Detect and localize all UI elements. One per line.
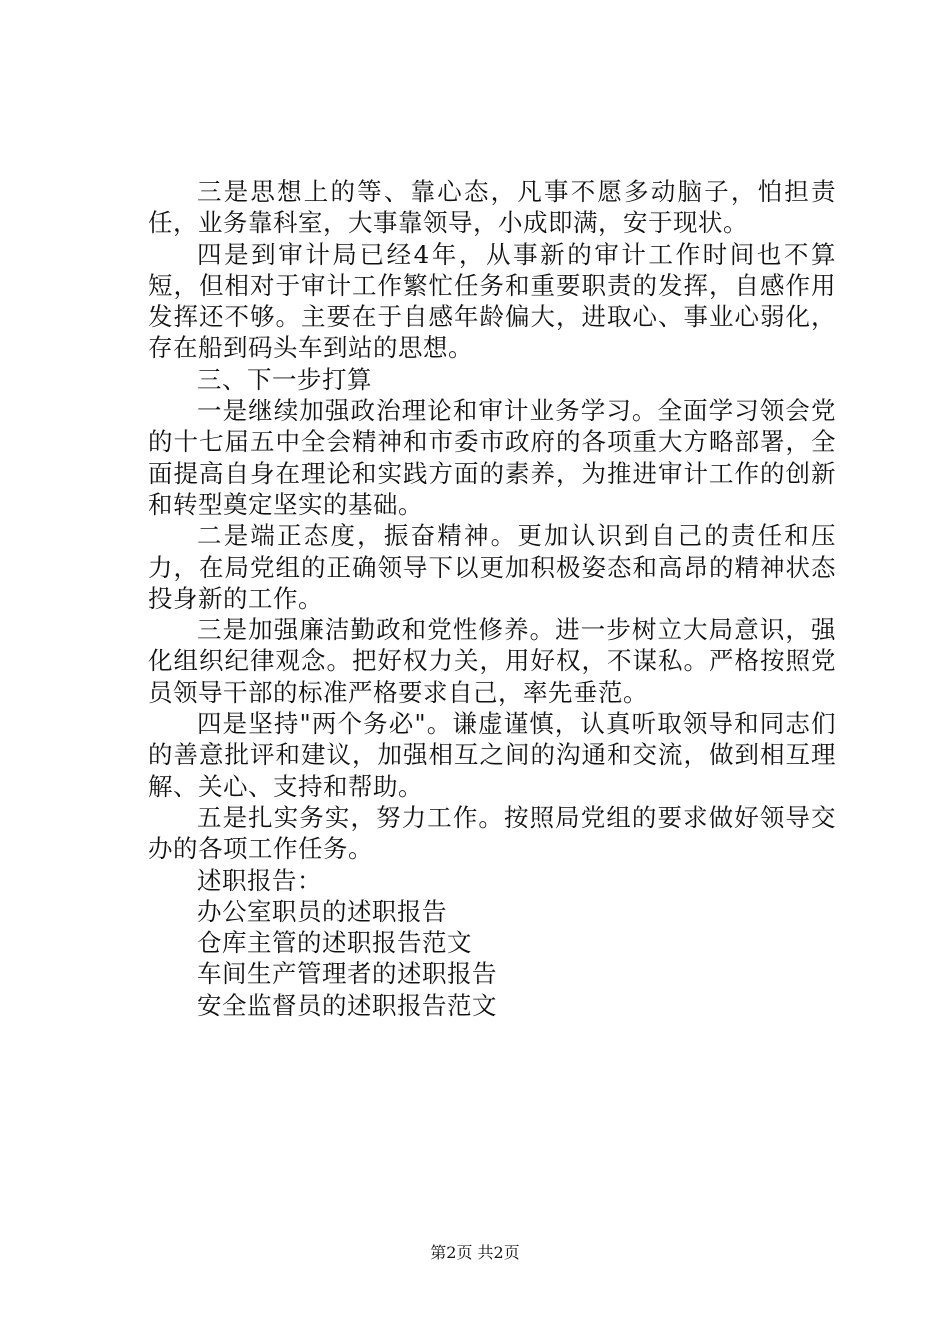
section-heading-next-steps: 三、下一步打算 xyxy=(197,364,372,394)
paragraph-plan-modesty: 四是坚持"两个务必"。谦虚谨慎，认真听取领导和同志们的善意批评和建议，加强相互之间的沟通和交流，做到相互理解、关心、支持和帮助。 xyxy=(148,709,836,801)
page-number-footer: 第2页 共2页 xyxy=(430,1243,520,1262)
paragraph-plan-attitude: 二是端正态度，振奋精神。更加认识到自己的责任和压力，在局党组的正确领导下以更加积极姿态和高昂的精神状态投身新的工作。 xyxy=(148,521,836,613)
paragraph-thinking-issue: 三是思想上的等、靠心态，凡事不愿多动脑子，怕担责任，业务靠科室，大事靠领导，小成即满，安于现状。 xyxy=(148,177,836,238)
document-body xyxy=(148,176,836,1021)
related-link-safety-supervisor[interactable]: 安全监督员的述职报告范文 xyxy=(197,990,497,1020)
related-link-office-clerk[interactable]: 办公室职员的述职报告 xyxy=(197,896,447,926)
paragraph-plan-work: 五是扎实务实，努力工作。按照局党组的要求做好领导交办的各项工作任务。 xyxy=(148,802,836,864)
paragraph-plan-integrity: 三是加强廉洁勤政和党性修养。进一步树立大局意识，强化组织纪律观念。把好权力关，用好权，不谋私。严格按照党员领导干部的标准严格要求自己，率先垂范。 xyxy=(148,615,836,707)
related-link-workshop-manager[interactable]: 车间生产管理者的述职报告 xyxy=(197,959,497,989)
related-heading: 述职报告： xyxy=(197,865,322,895)
paragraph-plan-study: 一是继续加强政治理论和审计业务学习。全面学习领会党的十七届五中全会精神和市委市政府的各项重大方略部署，全面提高自身在理论和实践方面的素养，为推进审计工作的创新和转型奠定坚实的基础。 xyxy=(148,396,836,519)
paragraph-role-issue: 四是到审计局已经4年，从事新的审计工作时间也不算短，但相对于审计工作繁忙任务和重要职责的发挥，自感作用发挥还不够。主要在于自感年龄偏大，进取心、事业心弱化，存在船到码头车到站的思想。 xyxy=(148,239,836,363)
related-link-warehouse-manager[interactable]: 仓库主管的述职报告范文 xyxy=(197,928,472,958)
